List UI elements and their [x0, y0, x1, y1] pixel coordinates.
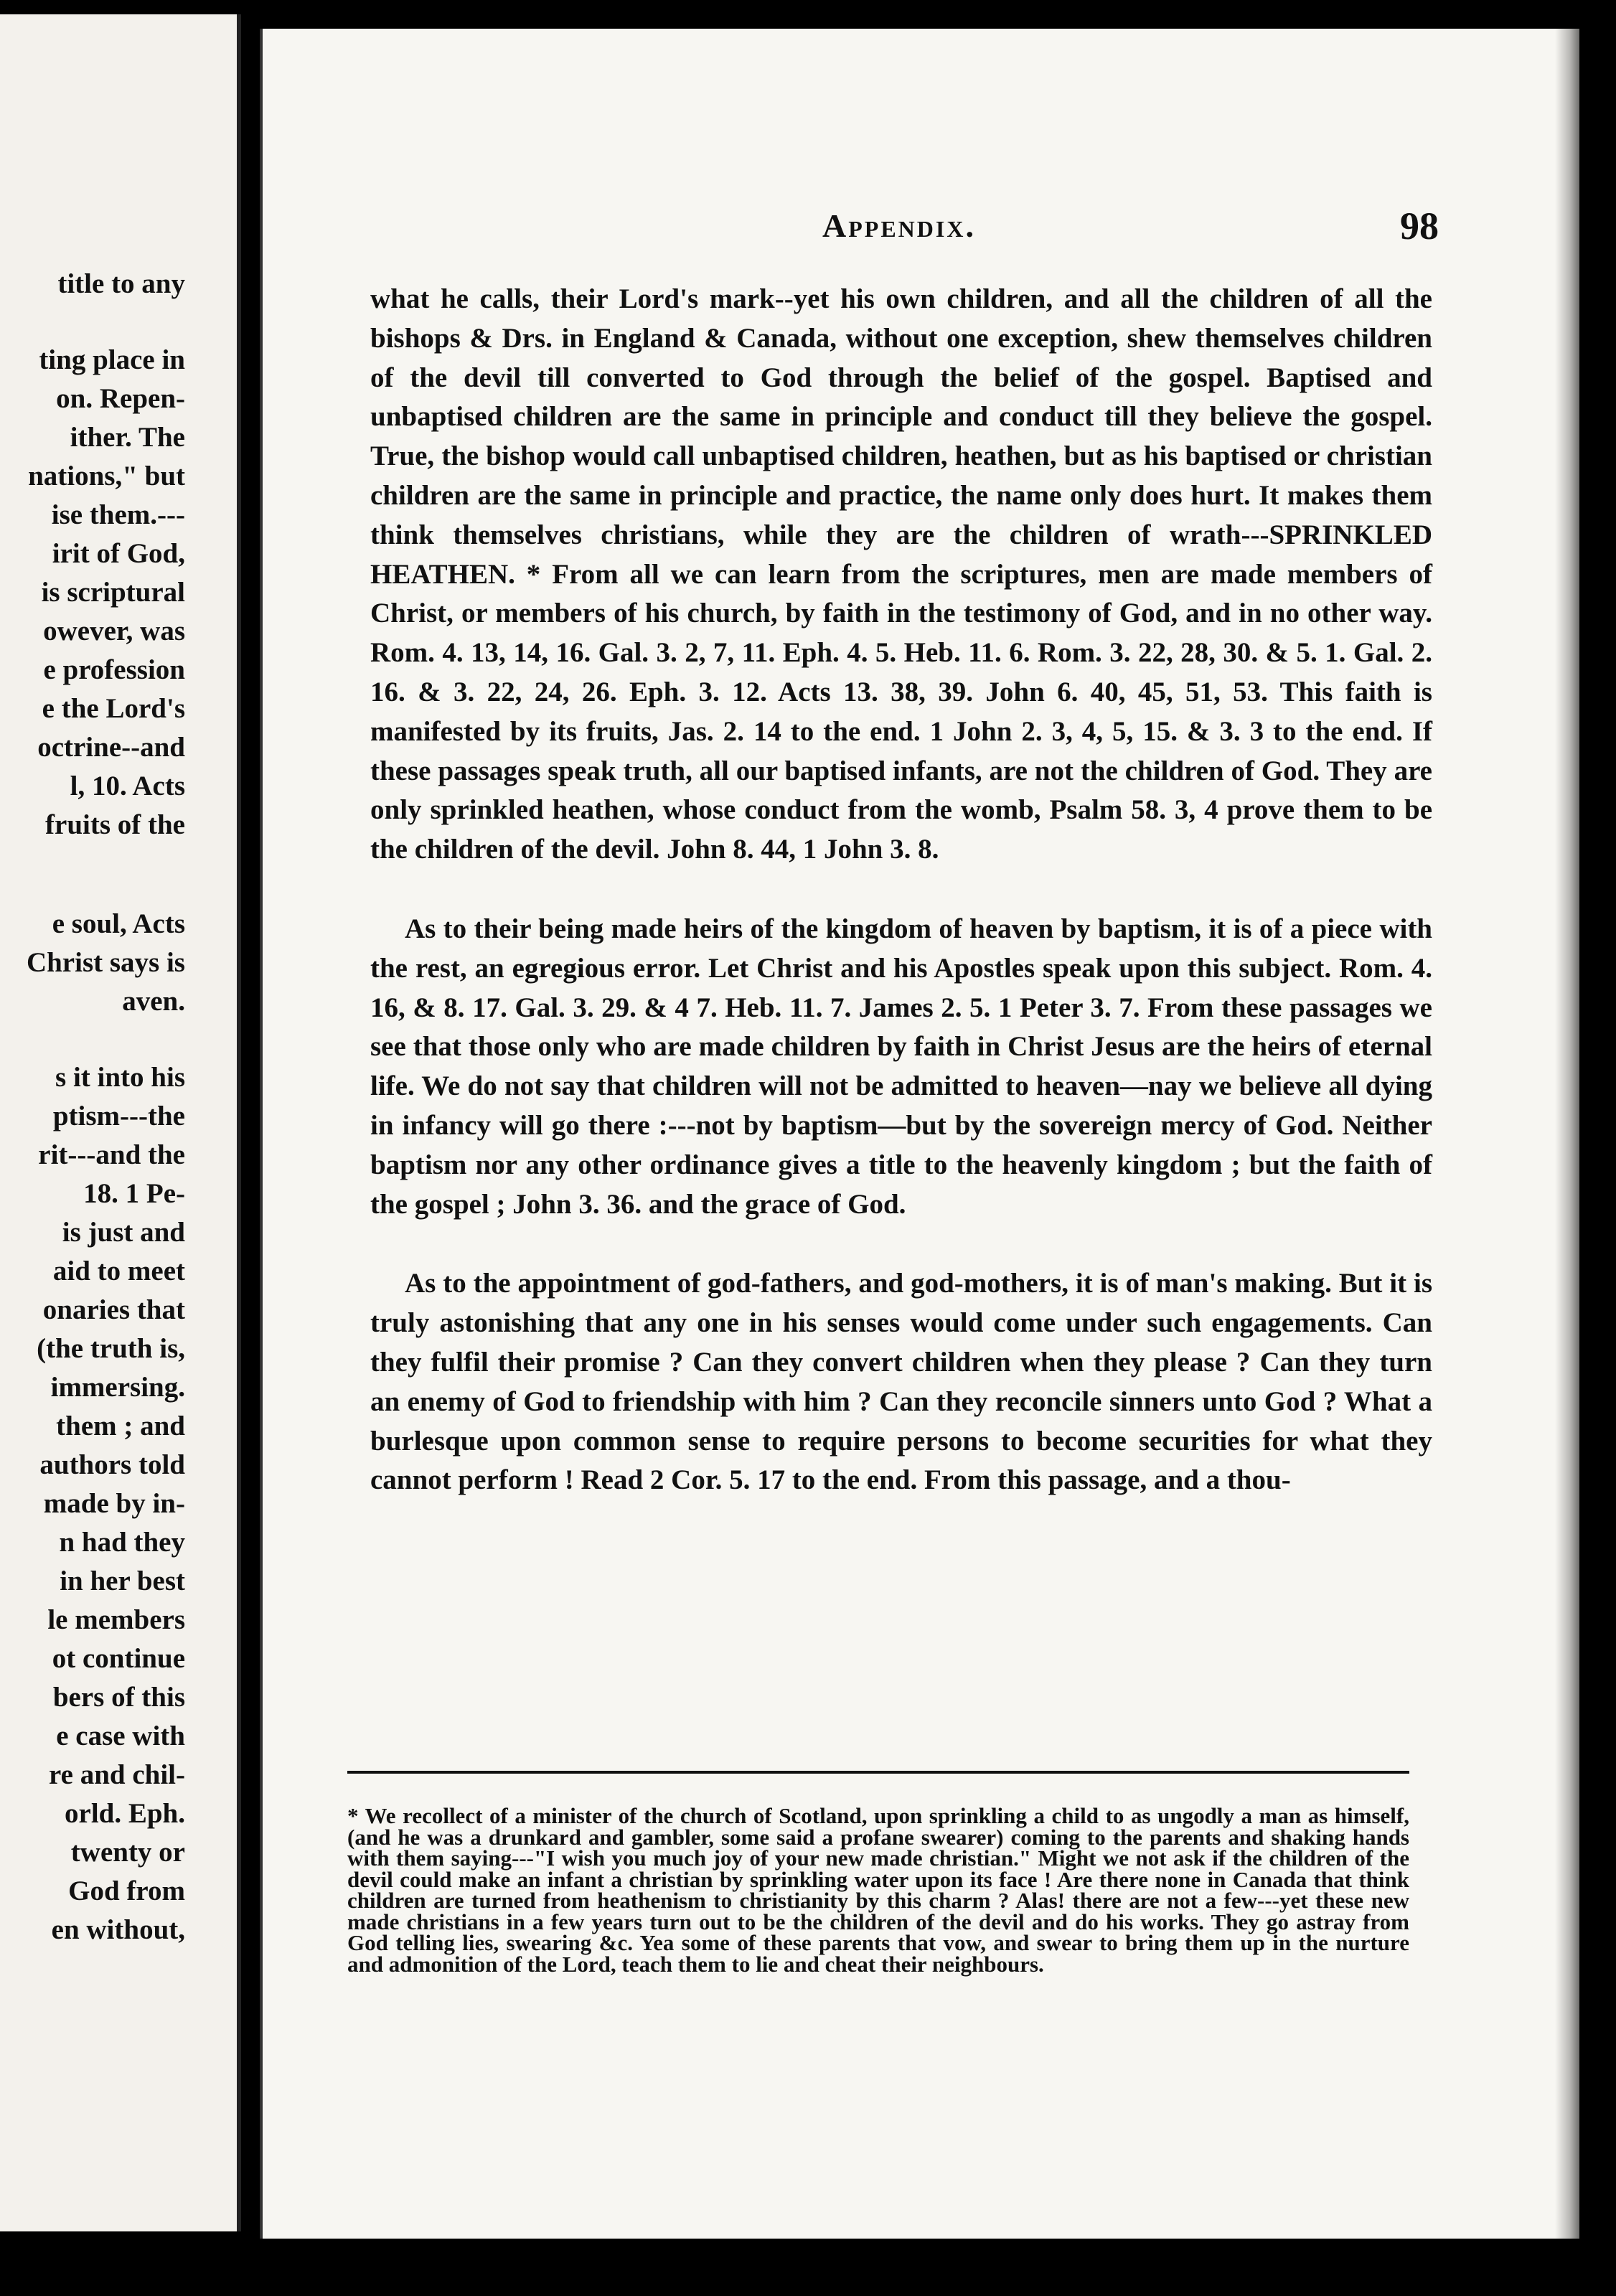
left-fragment: is just and: [62, 1217, 185, 1248]
left-fragment: them ; and: [56, 1411, 185, 1441]
left-fragment: e case with: [56, 1721, 185, 1751]
left-fragment: le members: [47, 1604, 185, 1635]
left-fragment: ise them.---: [51, 499, 185, 530]
page-edge-shadow: [1555, 29, 1579, 2239]
left-fragment: orld. Eph.: [65, 1798, 185, 1829]
running-head: Appendix.: [822, 207, 976, 244]
previous-page-edge: [0, 14, 241, 2231]
body-text: [370, 280, 1432, 1500]
left-fragment: ptism---the: [52, 1101, 185, 1131]
left-fragment: ither. The: [70, 422, 185, 453]
left-fragment: re and chil-: [49, 1759, 185, 1790]
left-fragment: (the truth is,: [37, 1333, 185, 1364]
left-fragment: 18. 1 Pe-: [83, 1178, 185, 1209]
left-fragment: aid to meet: [52, 1256, 185, 1286]
left-fragment: e soul, Acts: [52, 908, 185, 939]
left-fragment: s it into his: [55, 1062, 185, 1093]
left-fragment: immersing.: [50, 1372, 185, 1403]
left-fragment: authors told: [39, 1449, 185, 1480]
footnote: * We recollect of a minister of the church of Scotland, upon sprinkling a child to as ungodly a man as himself, (and he was a drunkard and gambler, some said a profane swearer) coming to the parents and shaking hands with them saying---"I wish you much joy of your new made christian." Might we not ask if the children of the devil could make an infant a christian by sprinkling water upon its face ! Are there none in Canada that think children are turned from heathenism to christianity by this charm ? Alas! there are not a few---yet these new made christians in a few years turn out to be the children of the devil and do his works. They go astray from God telling lies, swearing &c. Yea some of these parents that vow, and swear to bring them up in the nurture and admonition of the Lord, teach them to lie and cheat their neighbours.: [347, 1803, 1409, 1977]
left-fragment: Christ says is: [26, 947, 185, 978]
left-fragment: owever, was: [43, 616, 185, 646]
left-fragment: ot continue: [52, 1643, 185, 1674]
page-number: 98: [1400, 204, 1439, 248]
left-fragment: in her best: [60, 1566, 185, 1596]
left-fragment: aven.: [122, 986, 185, 1017]
left-fragment: twenty or: [70, 1837, 185, 1868]
left-fragment: irit of God,: [52, 538, 185, 569]
left-fragment: rit---and the: [38, 1139, 185, 1170]
left-fragment: bers of this: [52, 1682, 185, 1713]
left-fragment: n had they: [59, 1527, 185, 1558]
left-fragment: is scriptural: [41, 577, 185, 608]
left-fragment: e profession: [43, 654, 185, 685]
paragraph: As to the appointment of god-fathers, and god-mothers, it is of man's making. But it is truly astonishing that any one in his senses would come under such engagements. Can they fulfil their promise ? Can they convert children when they please ? Can they turn an enemy of God to friendship with him ? Can they reconcile sinners unto God ? What a burlesque upon common sense to require persons to become securities for what they cannot perform ! Read 2 Cor. 5. 17 to the end. From this passage, and a thou-: [370, 1268, 1432, 1496]
left-fragment: fruits of the: [45, 809, 185, 840]
left-fragment: God from: [68, 1876, 185, 1906]
left-fragment: l, 10. Acts: [70, 771, 185, 801]
left-fragment: ting place in: [39, 344, 185, 375]
footnote-rule: [347, 1771, 1409, 1774]
left-fragment: title to any: [57, 268, 185, 299]
paragraph: As to their being made heirs of the kingdom of heaven by baptism, it is of a piece with the rest, an egregious error. Let Christ and his Apostles speak upon this subject. Rom. 4. 16, & 8. 17. Gal. 3. 29. & 4 7. Heb. 11. 7. James 2. 5. 1 Peter 3. 7. From these passages we see that those only who are made children by faith in Christ Jesus are the heirs of eternal life. We do not say that children will not be admitted to heaven—nay we believe all dying in infancy will go there :---not by baptism—but by the sovereign mercy of God. Neither baptism nor any other ordinance gives a title to the heavenly kingdom ; but the faith of the gospel ; John 3. 36. and the grace of God.: [370, 913, 1432, 1220]
left-fragment: on. Repen-: [56, 383, 185, 414]
left-fragment: e the Lord's: [42, 693, 185, 724]
left-fragment: made by in-: [43, 1488, 185, 1519]
left-fragment: en without,: [51, 1914, 185, 1945]
page-header: [263, 204, 1579, 257]
book-page: [260, 29, 1579, 2239]
left-fragment: octrine--and: [37, 732, 185, 763]
left-fragment: onaries that: [42, 1294, 185, 1325]
left-fragment: nations," but: [28, 461, 185, 491]
paragraph: what he calls, their Lord's mark--yet his own children, and all the children of all the bishops & Drs. in England & Canada, without one exception, shew themselves children of the devil till converted to God through the belief of the gospel. Baptised and unbaptised children are the same in principle and conduct till they believe the gospel. True, the bishop would call unbaptised children, heathen, but as his baptised or christian children are the same in principle and practice, the name only does hurt. It makes them think themselves christians, while they are the children of wrath---SPRINKLED HEATHEN. * From all we can learn from the scriptures, men are made members of Christ, or members of his church, by faith in the testimony of God, and in no other way. Rom. 4. 13, 14, 16. Gal. 3. 2, 7, 11. Eph. 4. 5. Heb. 11. 6. Rom. 3. 22, 28, 30. & 5. 1. Gal. 2. 16. & 3. 22, 24, 26. Eph. 3. 12. Acts 13. 38, 39. John 6. 40, 45, 51, 53. This faith is manifested by its fruits, Jas. 2. 14 to the end. 1 John 2. 3, 4, 5, 15. & 3. 3 to the end. If these passages speak truth, all our baptised infants, are not the children of God. They are only sprinkled heathen, whose conduct from the womb, Psalm 58. 3, 4 prove them to be the children of the devil. John 8. 44, 1 John 3. 8.: [370, 283, 1432, 865]
